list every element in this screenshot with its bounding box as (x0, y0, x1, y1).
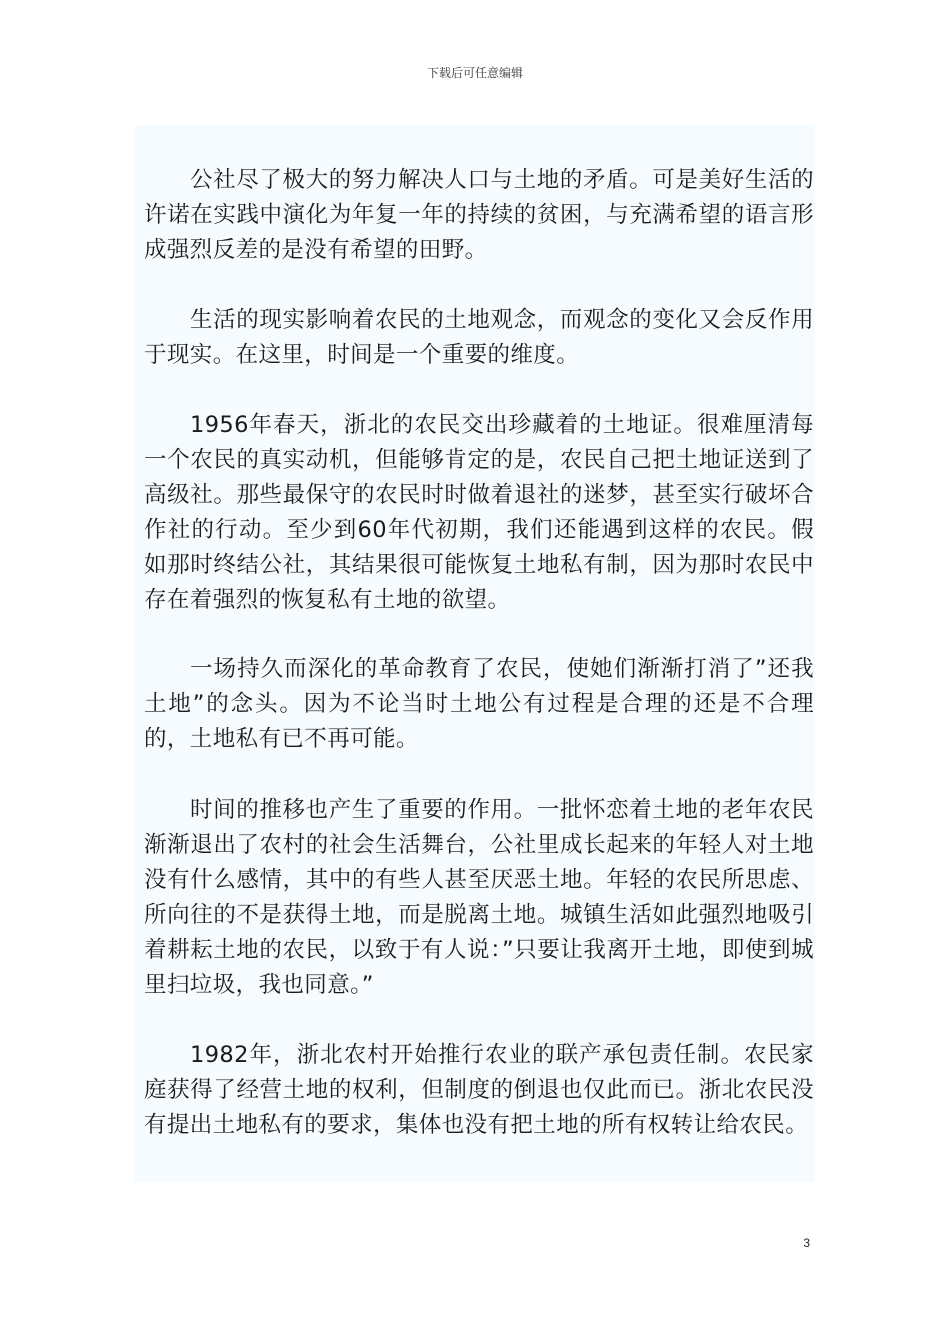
paragraph-commune-effort: 公社尽了极大的努力解决人口与土地的矛盾。可是美好生活的许诺在实践中演化为年复一年的持续的贫困，与充满希望的语言形成强烈反差的是没有希望的田野。 (144, 167, 814, 263)
paragraph-passage-of-time: 时间的推移也产生了重要的作用。一批怀恋着土地的老年农民渐渐退出了农村的社会生活舞台，公社里成长起来的年轻人对土地没有什么感情，其中的有些人甚至厌恶土地。年轻的农民所思虑、 所向往的不是获得土地，而是脱离土地。城镇生活如此强烈地吸引着耕耘土地的农民，以致于有人说：”只要让我离开土地，即使到城里扫垃圾，我也同意。” (144, 797, 814, 998)
page-number: 3 (803, 1236, 810, 1250)
paragraph-revolutionary-education: 一场持久而深化的革命教育了农民，使她们渐渐打消了”还我土地”的念头。因为不论当时土地公有过程是合理的还是不合理的，土地私有已不再可能。 (144, 656, 814, 752)
paragraph-1956-land-certificates: 1956年春天，浙北的农民交出珍藏着的土地证。很难厘清每一个农民的真实动机，但能够肯定的是，农民自己把土地证送到了高级社。那些最保守的农民时时做着退社的迷梦，甚至实行破坏合作社的行动。至少到60年代初期，我们还能遇到这样的农民。假如那时终结公社，其结果很可能恢复土地私有制，因为那时农民中存在着强烈的恢复私有土地的欲望。 (144, 412, 814, 613)
paragraph-1982-responsibility-system: 1982年，浙北农村开始推行农业的联产承包责任制。农民家庭获得了经营土地的权利，但制度的倒退也仅此而已。浙北农民没有提出土地私有的要求，集体也没有把土地的所有权转让给农民。 (144, 1042, 814, 1138)
paragraph-reality-and-ideas: 生活的现实影响着农民的土地观念，而观念的变化又会反作用于现实。在这里，时间是一个重要的维度。 (144, 307, 814, 368)
document-header-note: 下载后可任意编辑 (426, 66, 523, 80)
